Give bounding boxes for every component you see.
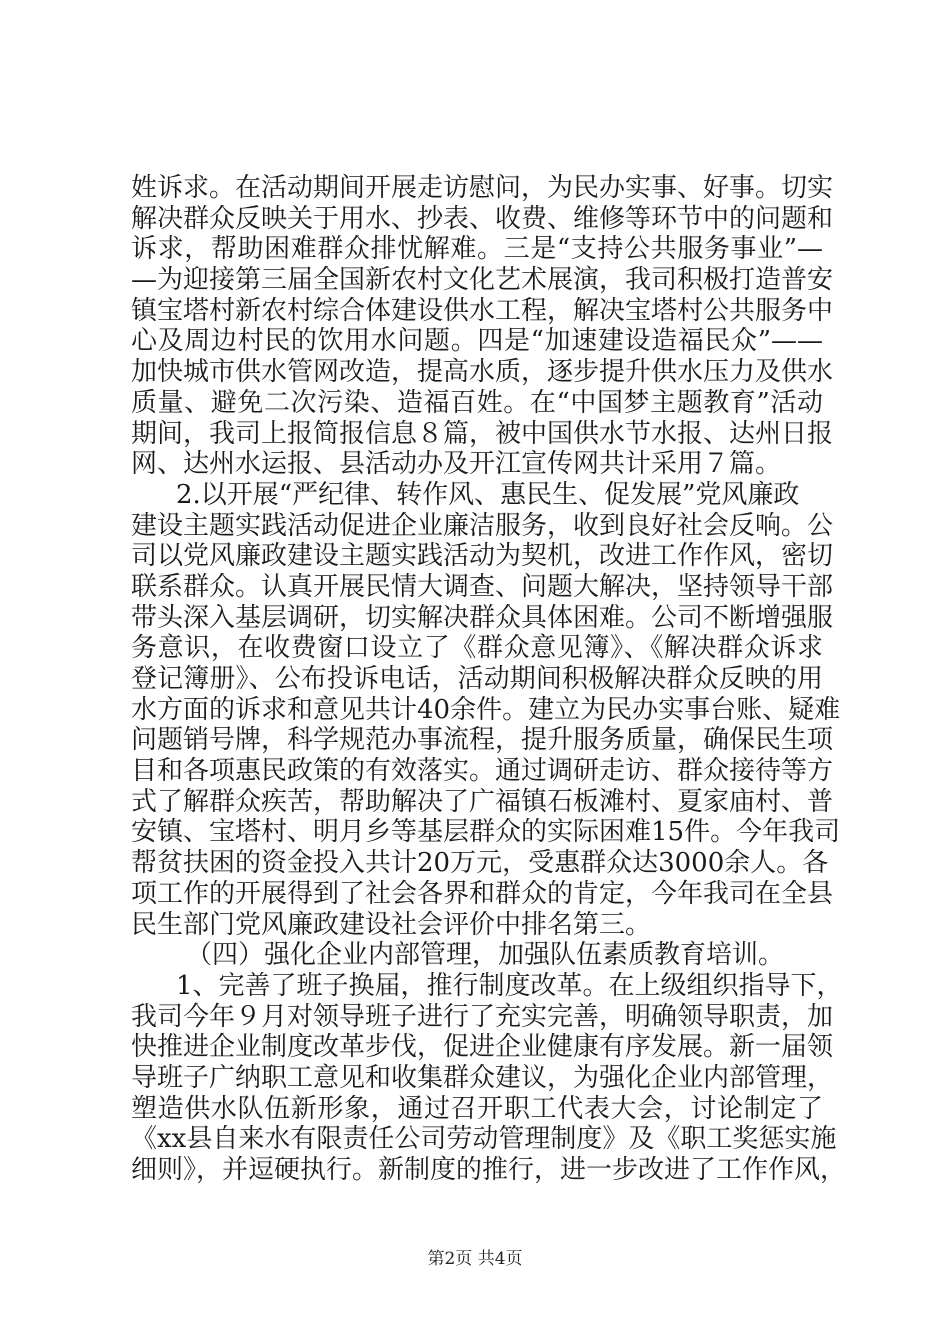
text-line: 心及周边村民的饮用水问题。四是“加速建设造福民众”——: [131, 326, 823, 357]
text-line: 务意识，在收费窗口设立了《群众意见簿》、《解决群众诉求: [131, 633, 823, 664]
section-heading: （四）强化企业内部管理，加强队伍素质教育培训。: [186, 940, 785, 971]
text-line: 目和各项惠民政策的有效落实。通过调研走访、群众接待等方: [131, 756, 834, 787]
text-line: 网、达州水运报、县活动办及开江宣传网共计采用７篇。: [131, 449, 782, 480]
text-line: 帮贫扶困的资金投入共计20万元，受惠群众达3000余人。各: [131, 848, 829, 879]
text-line: 民生部门党风廉政建设社会评价中排名第三。: [131, 909, 652, 940]
text-line: 姓诉求。在活动期间开展走访慰问，为民办实事、好事。切实: [131, 173, 834, 203]
document-body: [131, 173, 847, 1186]
text-line: 解决群众反映关于用水、抄表、收费、维修等环节中的问题和: [131, 203, 834, 234]
text-line: 建设主题实践活动促进企业廉洁服务，收到良好社会反响。公: [131, 510, 834, 541]
text-line: 水方面的诉求和意见共计40余件。建立为民办实事台账、疑难: [131, 694, 841, 725]
text-line: —为迎接第三届全国新农村文化艺术展演，我司积极打造普安: [131, 265, 834, 296]
text-line: 1、完善了班子换届，推行制度改革。在上级组织指导下，: [176, 970, 843, 1001]
text-line: 质量、避免二次污染、造福百姓。在“中国梦主题教育”活动: [131, 387, 823, 418]
text-line: 塑造供水队伍新形象，通过召开职工代表大会，讨论制定了: [131, 1093, 823, 1124]
text-line: 联系群众。认真开展民情大调查、问题大解决，坚持领导干部: [131, 571, 834, 602]
text-line: 期间，我司上报简报信息８篇，被中国供水节水报、达州日报: [131, 418, 834, 449]
text-line: 细则》，并逗硬执行。新制度的推行，进一步改进了工作作风，: [131, 1155, 847, 1185]
text-line: 诉求，帮助困难群众排忧解难。三是“支持公共服务事业”—: [131, 234, 823, 265]
text-line: 式了解群众疾苦，帮助解决了广福镇石板滩村、夏家庙村、普: [131, 786, 834, 817]
page-number-footer: 第2页 共4页: [427, 1249, 523, 1269]
text-line: 登记簿册》、公布投诉电话，活动期间积极解决群众反映的用: [131, 664, 823, 694]
text-line: 司以党风廉政建设主题实践活动为契机，改进工作作风，密切: [131, 541, 834, 572]
text-line: 快推进企业制度改革步伐，促进企业健康有序发展。新一届领: [131, 1032, 834, 1063]
text-line: 带头深入基层调研，切实解决群众具体困难。公司不断增强服: [131, 602, 834, 633]
text-line: 项工作的开展得到了社会各界和群众的肯定，今年我司在全县: [131, 878, 834, 909]
text-line: 安镇、宝塔村、明月乡等基层群众的实际困难15件。今年我司: [131, 817, 841, 848]
text-line: 镇宝塔村新农村综合体建设供水工程，解决宝塔村公共服务中: [131, 295, 834, 326]
text-line: 我司今年９月对领导班子进行了充实完善，明确领导职责，加: [131, 1001, 834, 1032]
text-line: 《xx县自来水有限责任公司劳动管理制度》及《职工奖惩实施: [131, 1124, 837, 1155]
text-line: 2.以开展“严纪律、转作风、惠民生、促发展”党风廉政: [176, 479, 800, 510]
text-line: 问题销号牌，科学规范办事流程，提升服务质量，确保民生项: [131, 725, 834, 756]
text-line: 加快城市供水管网改造，提高水质，逐步提升供水压力及供水: [131, 357, 834, 388]
text-line: 导班子广纳职工意见和收集群众建议，为强化企业内部管理，: [131, 1062, 834, 1093]
